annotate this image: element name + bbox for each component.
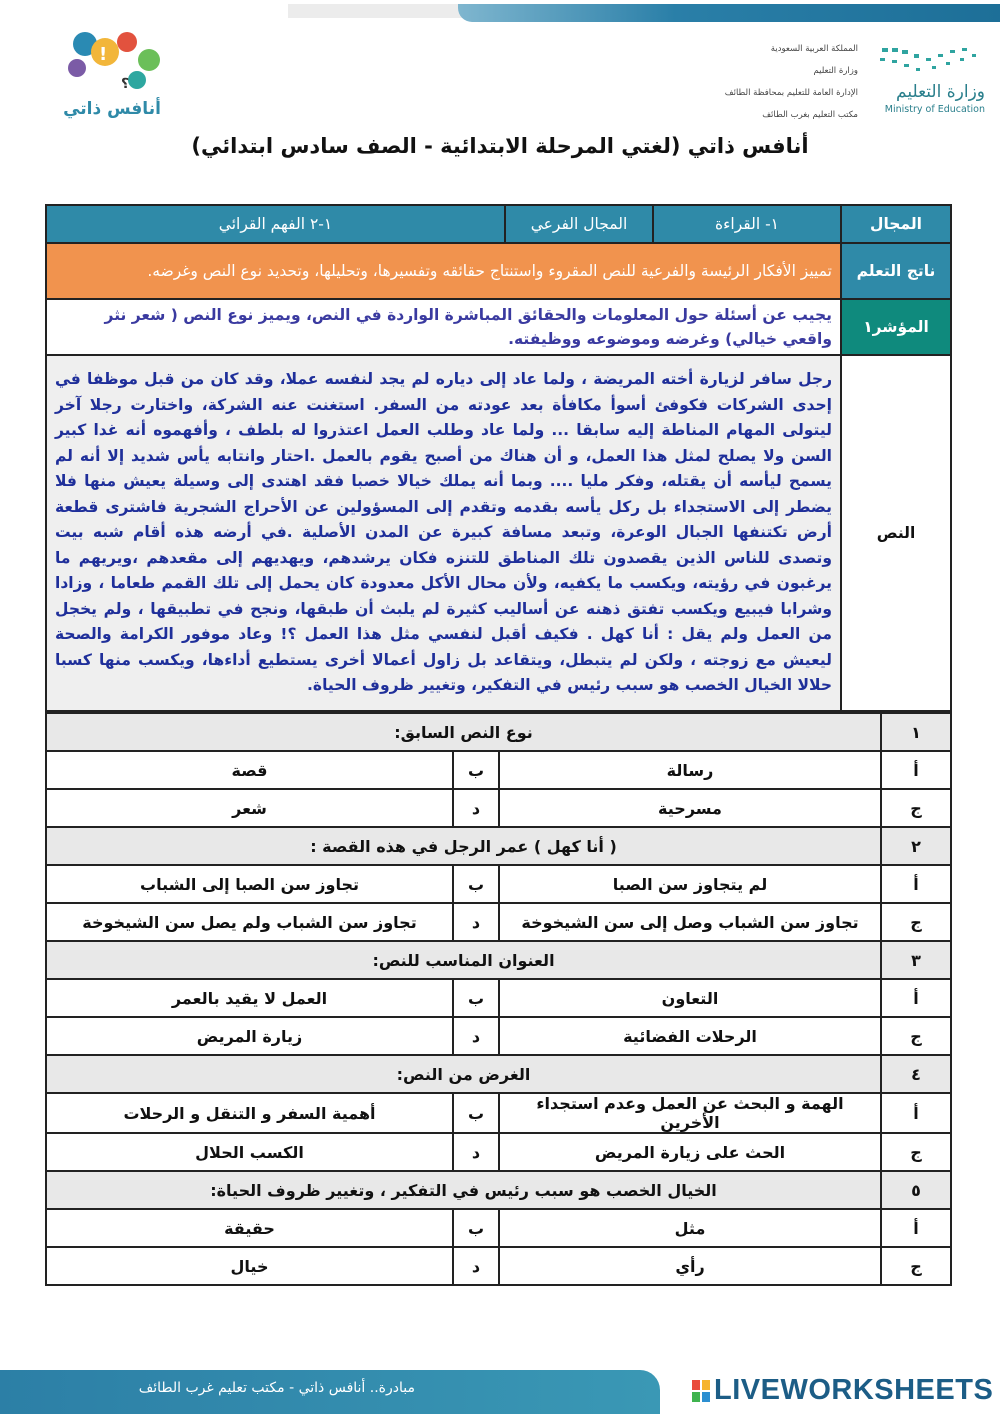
option-text[interactable]: أهمية السفر و التنقل و الرحلات [46,1093,453,1133]
top-bar-blue [458,4,1000,22]
ministry-logo-icon [872,44,987,84]
org-line: المملكة العربية السعودية [770,44,858,54]
option-text[interactable]: مسرحية [499,789,881,827]
option-text[interactable]: رأي [499,1247,881,1285]
liveworksheets-logo[interactable] [692,1374,993,1407]
option-letter: ب [453,751,499,789]
question-number: ٢ [881,827,951,865]
option-letter: أ [881,865,951,903]
subdomain-label: المجال الفرعي [505,205,653,243]
option-text[interactable]: الرحلات الفضائية [499,1017,881,1055]
question-row [46,1171,951,1209]
option-row [46,1017,951,1055]
option-text[interactable]: زيارة المريض [46,1017,453,1055]
option-text[interactable]: الحث على زيارة المريض [499,1133,881,1171]
option-text[interactable]: حقيقة [46,1209,453,1247]
questions-table [45,712,952,1286]
logo-text: أنافس ذاتي [63,99,161,119]
option-letter: د [453,1017,499,1055]
option-letter: ج [881,789,951,827]
option-row [46,789,951,827]
option-text[interactable]: قصة [46,751,453,789]
ministry-name-ar: وزارة التعليم [896,82,985,102]
svg-text:!: ! [99,44,108,65]
option-text[interactable]: تجاوز سن الصبا إلى الشباب [46,865,453,903]
question-row [46,713,951,751]
option-text[interactable]: لم يتجاوز سن الصبا [499,865,881,903]
option-letter: أ [881,1093,951,1133]
option-row [46,1133,951,1171]
option-text[interactable]: مثل [499,1209,881,1247]
org-line: وزارة التعليم [813,66,858,76]
option-letter: ب [453,979,499,1017]
question-row [46,1055,951,1093]
liveworksheets-mark-icon [692,1380,710,1402]
question-text: نوع النص السابق: [46,713,881,751]
org-lines [720,38,858,126]
option-letter: د [453,789,499,827]
option-text[interactable]: الهمة و البحث عن العمل وعدم استجداء الأخرين [499,1093,881,1133]
question-text: الغرض من النص: [46,1055,881,1093]
option-letter: ب [453,865,499,903]
option-letter: أ [881,979,951,1017]
outcome-label: ناتج التعلم [841,243,951,299]
option-text[interactable]: تجاوز سن الشباب ولم يصل سن الشيخوخة [46,903,453,941]
passage-text: رجل سافر لزيارة أخته المريضة ، ولما عاد إلى دياره لم يجد لنفسه عملا، وقد كان من قبل موظفا في إحدى الشركات فكوفئ أسوأ مكافأة بعد عودته من السفر. استغنت عنه الشركة، واختارت رجلا آخر ليتولى المهام المناطة إليه سابقا ... ولما عاد وطلب العمل اعتذروا له بلطف ، وأفهموه أنه غدا كبير السن ولا يصلح لمثل هذا العمل، و أن هناك من أصبح يقوم بالعمل .احتار وانتابه يأس شديد إلا أنه لم يسمح ليأسه أن يقتله، وفكر مليا .... وبما أنه يملك خيالا خصبا فقد اهتدى إلى وسيلة يعيش منها فلا يضطر إلى الاستجداء بل ركل يأسه بقدمه وتقدم إلى المسؤولين عن الأحراج الشجرية فاشترى قطعة أرض تكتنفها الجبال الوعرة، وتبعد مسافة كبيرة عن المدن الأصلية .في أرضه هذه أقام شبه بيت وتصدى للناس الذين يقصدون تلك المناطق للتنزه فكان يرشدهم، ويهديهم إلى مقعدهم ،ويريهم ما يرغبون في رؤيته، ويكسب ما يكفيه، ولأن محال الأكل معدودة كان يحمل إلى تلك القمم طعاما ، وزادا وشرابا فيبيع ويكسب تفتق ذهنه عن أساليب كثيرة لم يلبث أن طبقها، ونجح في تطبيقها ، ولم يخجل من العمل ولم يقل : أنا كهل . فكيف أقبل لنفسي مثل هذا العمل ؟! وعاد موفور الكرامة والصحة ليعيش مع زوجته ، ولكن لم يتبطل، ويتقاعد بل زاول أعمالا أخرى يستطيع أداءها، ويكسب منها كسبا حلالا الخيال الخصب هو سبب رئيس في التفكير، وتغيير ظروف الحياة. [46,355,841,711]
option-row [46,1247,951,1285]
question-text: الخيال الخصب هو سبب رئيس في التفكير ، وتغيير ظروف الحياة: [46,1171,881,1209]
question-row [46,941,951,979]
question-number: ٣ [881,941,951,979]
option-row [46,1209,951,1247]
option-letter: ج [881,903,951,941]
org-line: مكتب التعليم بغرب الطائف [762,110,858,120]
option-row [46,979,951,1017]
indicator-label: المؤشر١ [841,299,951,355]
option-letter: د [453,1133,499,1171]
domain-value: ١- القراءة [653,205,841,243]
option-letter: ب [453,1209,499,1247]
option-row [46,865,951,903]
option-row [46,903,951,941]
question-number: ٥ [881,1171,951,1209]
option-letter: د [453,1247,499,1285]
question-number: ٤ [881,1055,951,1093]
question-row [46,827,951,865]
option-letter: ج [881,1017,951,1055]
option-text[interactable]: رسالة [499,751,881,789]
option-letter: ج [881,1247,951,1285]
option-text[interactable]: العمل لا يقيد بالعمر [46,979,453,1017]
page-title: أنافس ذاتي (لغتي المرحلة الابتدائية - الصف سادس ابتدائي) [191,134,809,158]
liveworksheets-brand: LIVEWORKSHEETS [714,1374,994,1406]
option-letter: أ [881,1209,951,1247]
option-text[interactable]: التعاون [499,979,881,1017]
question-text: ( أنا كهل ) عمر الرجل في هذه القصة : [46,827,881,865]
svg-text:؟: ؟ [121,76,130,92]
question-number: ١ [881,713,951,751]
option-text[interactable]: خيال [46,1247,453,1285]
footer-text: مبادرة.. أنافس ذاتي - مكتب تعليم غرب الطائف [138,1380,415,1396]
option-text[interactable]: الكسب الحلال [46,1133,453,1171]
info-table [45,204,952,712]
option-letter: ب [453,1093,499,1133]
outcome-text: تمييز الأفكار الرئيسة والفرعية للنص المقروء واستنتاج حقائقه وتفسيرها، وتحليلها، وتحديد نوع النص وغرضه. [46,243,841,299]
ministry-name-en: Ministry of Education [884,104,985,115]
option-text[interactable]: تجاوز سن الشباب وصل إلى سن الشيخوخة [499,903,881,941]
subdomain-value: ١-٢ الفهم القرائي [46,205,505,243]
text-label: النص [841,355,951,711]
option-row [46,1093,951,1133]
domain-label: المجال [841,205,951,243]
indicator-text: يجيب عن أسئلة حول المعلومات والحقائق المباشرة الواردة في النص، ويميز نوع النص ( شعر نثر واقعي خيالي) وغرضه وموضوعه ووظيفته. [46,299,841,355]
option-letter: د [453,903,499,941]
question-text: العنوان المناسب للنص: [46,941,881,979]
org-line: الإدارة العامة للتعليم بمحافظة الطائف [724,88,858,98]
option-text[interactable]: شعر [46,789,453,827]
option-letter: أ [881,751,951,789]
option-row [46,751,951,789]
option-letter: ج [881,1133,951,1171]
anafes-logo-icon [55,30,170,125]
